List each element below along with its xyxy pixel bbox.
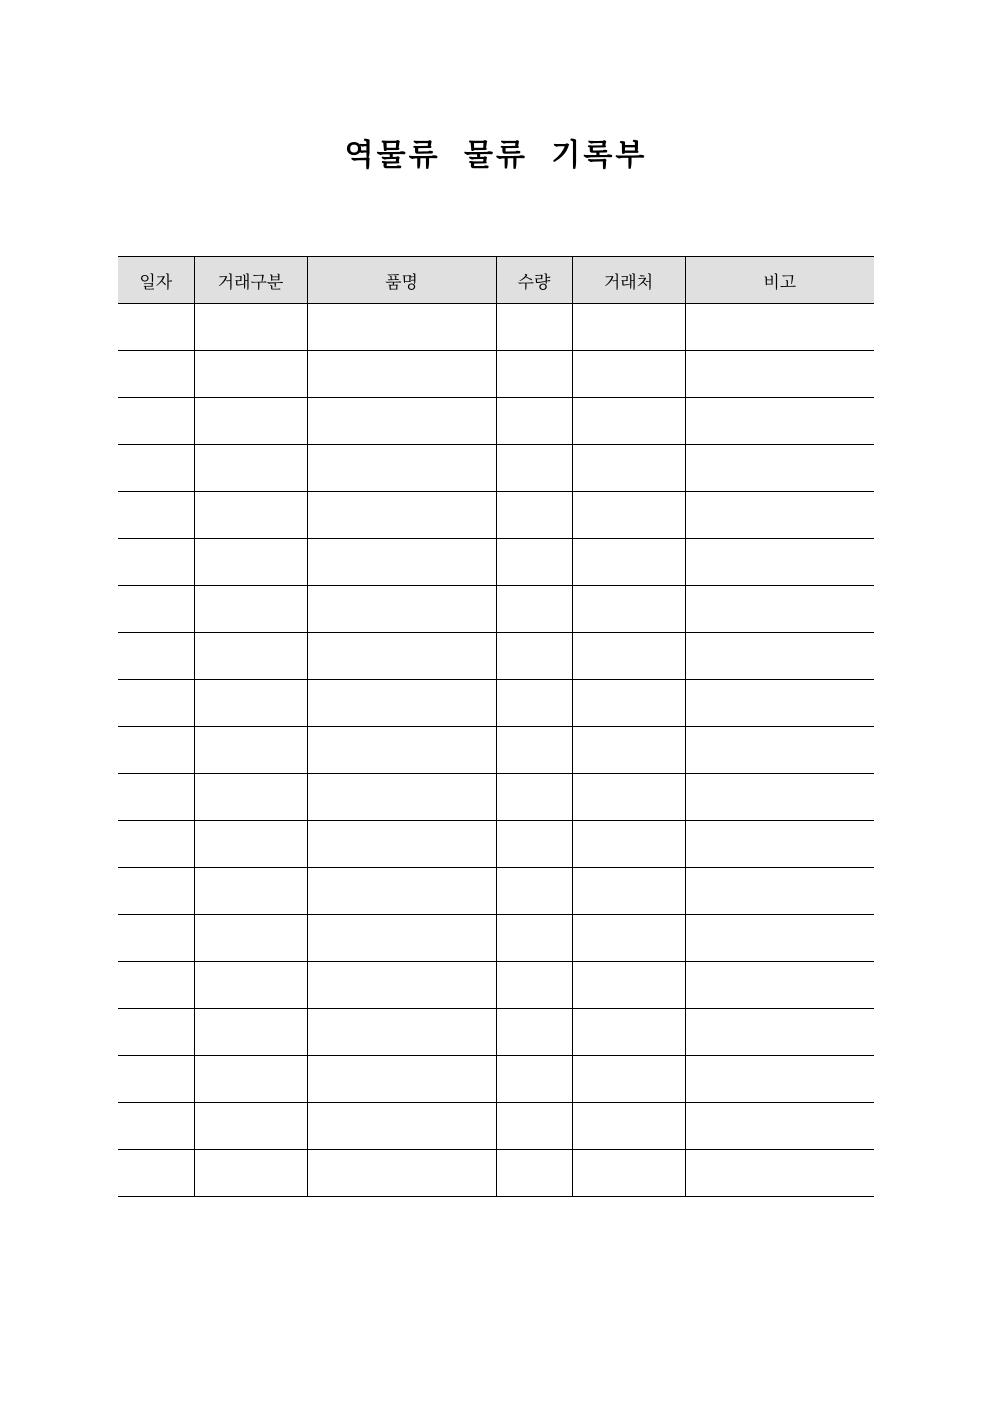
table-row [118, 915, 874, 962]
cell-vendor[interactable] [572, 1056, 685, 1103]
table-row [118, 633, 874, 680]
cell-date[interactable] [118, 868, 194, 915]
cell-item-name[interactable] [307, 633, 496, 680]
cell-remarks[interactable] [685, 915, 874, 962]
cell-vendor[interactable] [572, 962, 685, 1009]
cell-date[interactable] [118, 915, 194, 962]
cell-vendor[interactable] [572, 304, 685, 351]
cell-vendor[interactable] [572, 586, 685, 633]
cell-date[interactable] [118, 398, 194, 445]
cell-vendor[interactable] [572, 680, 685, 727]
cell-item-name[interactable] [307, 445, 496, 492]
cell-item-name[interactable] [307, 680, 496, 727]
cell-quantity[interactable] [496, 398, 572, 445]
header-remarks: 비고 [685, 257, 874, 304]
table-row [118, 445, 874, 492]
cell-vendor[interactable] [572, 445, 685, 492]
header-quantity: 수량 [496, 257, 572, 304]
cell-remarks[interactable] [685, 868, 874, 915]
cell-remarks[interactable] [685, 962, 874, 1009]
cell-quantity[interactable] [496, 539, 572, 586]
cell-vendor[interactable] [572, 633, 685, 680]
cell-transaction-type[interactable] [194, 962, 307, 1009]
cell-transaction-type[interactable] [194, 774, 307, 821]
logistics-log-table [118, 256, 874, 1197]
cell-item-name[interactable] [307, 915, 496, 962]
cell-item-name[interactable] [307, 821, 496, 868]
cell-vendor[interactable] [572, 1150, 685, 1197]
cell-quantity[interactable] [496, 821, 572, 868]
table-row [118, 351, 874, 398]
cell-remarks[interactable] [685, 821, 874, 868]
cell-item-name[interactable] [307, 727, 496, 774]
cell-quantity[interactable] [496, 633, 572, 680]
table-row [118, 774, 874, 821]
cell-quantity[interactable] [496, 1150, 572, 1197]
cell-transaction-type[interactable] [194, 868, 307, 915]
cell-remarks[interactable] [685, 774, 874, 821]
table-header-row [118, 257, 874, 304]
cell-transaction-type[interactable] [194, 1056, 307, 1103]
cell-transaction-type[interactable] [194, 586, 307, 633]
cell-transaction-type[interactable] [194, 915, 307, 962]
cell-item-name[interactable] [307, 304, 496, 351]
cell-vendor[interactable] [572, 915, 685, 962]
cell-vendor[interactable] [572, 398, 685, 445]
cell-date[interactable] [118, 539, 194, 586]
cell-remarks[interactable] [685, 445, 874, 492]
cell-item-name[interactable] [307, 586, 496, 633]
cell-remarks[interactable] [685, 586, 874, 633]
cell-remarks[interactable] [685, 1103, 874, 1150]
cell-date[interactable] [118, 1103, 194, 1150]
cell-remarks[interactable] [685, 1009, 874, 1056]
cell-remarks[interactable] [685, 492, 874, 539]
cell-date[interactable] [118, 586, 194, 633]
cell-quantity[interactable] [496, 915, 572, 962]
cell-transaction-type[interactable] [194, 1103, 307, 1150]
cell-item-name[interactable] [307, 1103, 496, 1150]
cell-vendor[interactable] [572, 774, 685, 821]
cell-date[interactable] [118, 1150, 194, 1197]
cell-quantity[interactable] [496, 1009, 572, 1056]
cell-quantity[interactable] [496, 1056, 572, 1103]
table-row [118, 1150, 874, 1197]
cell-date[interactable] [118, 351, 194, 398]
cell-date[interactable] [118, 304, 194, 351]
cell-date[interactable] [118, 727, 194, 774]
cell-item-name[interactable] [307, 351, 496, 398]
cell-item-name[interactable] [307, 1056, 496, 1103]
cell-vendor[interactable] [572, 539, 685, 586]
table-row [118, 492, 874, 539]
cell-transaction-type[interactable] [194, 821, 307, 868]
cell-quantity[interactable] [496, 351, 572, 398]
table-row [118, 398, 874, 445]
cell-transaction-type[interactable] [194, 727, 307, 774]
page-title: 역물류 물류 기록부 [344, 138, 648, 173]
cell-transaction-type[interactable] [194, 351, 307, 398]
cell-remarks[interactable] [685, 633, 874, 680]
cell-item-name[interactable] [307, 492, 496, 539]
cell-date[interactable] [118, 633, 194, 680]
table-row [118, 962, 874, 1009]
cell-quantity[interactable] [496, 868, 572, 915]
cell-date[interactable] [118, 492, 194, 539]
table-row [118, 1103, 874, 1150]
cell-quantity[interactable] [496, 304, 572, 351]
cell-transaction-type[interactable] [194, 304, 307, 351]
cell-vendor[interactable] [572, 727, 685, 774]
table-row [118, 680, 874, 727]
table-row [118, 727, 874, 774]
cell-item-name[interactable] [307, 398, 496, 445]
table-body [118, 304, 874, 1197]
cell-item-name[interactable] [307, 868, 496, 915]
cell-vendor[interactable] [572, 821, 685, 868]
cell-vendor[interactable] [572, 868, 685, 915]
table-row [118, 539, 874, 586]
cell-remarks[interactable] [685, 304, 874, 351]
cell-remarks[interactable] [685, 398, 874, 445]
cell-vendor[interactable] [572, 1009, 685, 1056]
cell-remarks[interactable] [685, 351, 874, 398]
cell-quantity[interactable] [496, 727, 572, 774]
header-date: 일자 [118, 257, 194, 304]
table-row [118, 304, 874, 351]
cell-date[interactable] [118, 962, 194, 1009]
cell-date[interactable] [118, 774, 194, 821]
cell-date[interactable] [118, 445, 194, 492]
cell-transaction-type[interactable] [194, 1009, 307, 1056]
header-vendor: 거래처 [572, 257, 685, 304]
cell-transaction-type[interactable] [194, 680, 307, 727]
cell-transaction-type[interactable] [194, 633, 307, 680]
cell-date[interactable] [118, 1056, 194, 1103]
cell-vendor[interactable] [572, 351, 685, 398]
cell-item-name[interactable] [307, 539, 496, 586]
cell-transaction-type[interactable] [194, 492, 307, 539]
cell-quantity[interactable] [496, 680, 572, 727]
cell-item-name[interactable] [307, 1150, 496, 1197]
cell-transaction-type[interactable] [194, 445, 307, 492]
cell-remarks[interactable] [685, 727, 874, 774]
cell-quantity[interactable] [496, 962, 572, 1009]
cell-transaction-type[interactable] [194, 1150, 307, 1197]
table-row [118, 1056, 874, 1103]
table-row [118, 1009, 874, 1056]
table-row [118, 868, 874, 915]
cell-vendor[interactable] [572, 1103, 685, 1150]
cell-quantity[interactable] [496, 445, 572, 492]
header-item-name: 품명 [307, 257, 496, 304]
cell-date[interactable] [118, 680, 194, 727]
cell-date[interactable] [118, 1009, 194, 1056]
cell-item-name[interactable] [307, 962, 496, 1009]
cell-transaction-type[interactable] [194, 398, 307, 445]
cell-item-name[interactable] [307, 774, 496, 821]
cell-quantity[interactable] [496, 774, 572, 821]
cell-vendor[interactable] [572, 492, 685, 539]
cell-transaction-type[interactable] [194, 539, 307, 586]
cell-item-name[interactable] [307, 1009, 496, 1056]
header-transaction-type: 거래구분 [194, 257, 307, 304]
cell-quantity[interactable] [496, 492, 572, 539]
cell-quantity[interactable] [496, 1103, 572, 1150]
table-row [118, 586, 874, 633]
cell-date[interactable] [118, 821, 194, 868]
cell-remarks[interactable] [685, 1056, 874, 1103]
table-row [118, 821, 874, 868]
cell-quantity[interactable] [496, 586, 572, 633]
cell-remarks[interactable] [685, 680, 874, 727]
cell-remarks[interactable] [685, 539, 874, 586]
cell-remarks[interactable] [685, 1150, 874, 1197]
